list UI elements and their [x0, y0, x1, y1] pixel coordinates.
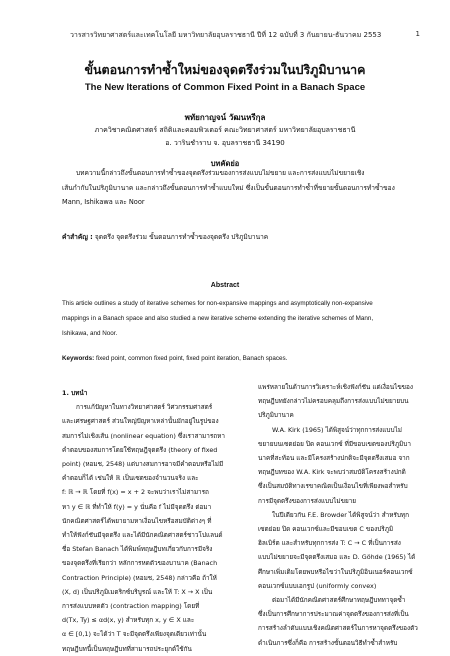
- abstract-thai-line: Mann, Ishikawa และ Noor: [62, 198, 145, 206]
- abstract-english-line: This article outlines a study of iterative schemes for non-expansive mappings and asymptotically non-expansive: [62, 300, 373, 307]
- body-line: การมีจุดตรึงของการส่งแบบไม่ขยาย: [258, 496, 357, 505]
- keywords-english-label: Keywords:: [62, 355, 95, 362]
- body-line: ทฤษฎีบทของ W.A. Kirk จะพบว่าสมบัติโครงสร้างปกติ: [258, 468, 406, 477]
- abstract-english-heading: Abstract: [210, 282, 240, 289]
- body-line: ทฤษฎีบทยังกล่าวไม่ครอบคลุมถึงการส่งแบบไม่ขยายบน: [258, 397, 409, 406]
- body-column-right: [258, 380, 426, 650]
- author-name: พทัยกาญจน์ วัฒนหรีกุล: [184, 113, 266, 122]
- body-line: ในปีเดียวกัน F.E. Browder ได้พิสูจน์ว่า สำหรับทุก: [272, 510, 409, 519]
- body-line: point) (หอมช, 2548) แต่บางสมการอาจมีคำตอบหรือไม่มี: [62, 460, 224, 469]
- body-line: d(Tx, Ty) ≤ αd(x, y) สำหรับทุก x, y ∈ X และ: [62, 616, 195, 625]
- body-line: นักคณิตศาสตร์ได้พยายามหาเงื่อนไขหรือสมบัติต่างๆ ที่: [62, 516, 212, 525]
- body-line: การสร้างลำดับแบบเชิงคณิตศาสตร์ในการหาจุดตรึงของตัว: [258, 624, 418, 633]
- body-line: ดำเนินการซึ่งก็คือ การสร้างขั้นตอนวิธีทำซ้ำสำหรับ: [258, 638, 398, 647]
- body-line: ฮิลเบิร์ต และสำหรับทุกการส่ง T: C → C ที่เป็นการส่ง: [258, 539, 401, 548]
- journal-header: วารสารวิทยาศาสตร์และเทคโนโลยี มหาวิทยาลัยอุบลราชธานี ปีที่ 12 ฉบับที่ 3 กันยายน-ธันวาคม 2553: [70, 31, 382, 39]
- body-line: ปริภูมิบานาค: [258, 411, 294, 420]
- abstract-thai-line: เส้นกำกับในปริภูมิบานาค และกล่าวถึงขั้นตอนการทำซ้ำแบบใหม่ ซึ่งเป็นขั้นตอนการทำซ้ำที่ขยายขั้นตอนการทำซ้ำของ: [62, 183, 395, 192]
- body-line: เซตย่อย ปิด คอนเวกซ์และมีขอบเขต C ของปริภูมิ: [258, 525, 394, 534]
- page-number: 1: [415, 30, 420, 38]
- body-line: คอนเวกซ์แบบเอกรูป (uniformly convex): [258, 581, 377, 590]
- abstract-english-line: mappings in a Banach space and also studied a new iterative scheme extending the iterative schemes of Mann,: [62, 315, 374, 322]
- body-line: แพร่หลายในด้านการวิเคราะห์เชิงฟังก์ชัน แต่เงื่อนไขของ: [258, 383, 414, 391]
- body-line: นาคที่สะท้อน และมีโครงสร้างปกติจะมีจุดตรึงเสมอ จาก: [258, 454, 410, 463]
- abstract-english: [62, 296, 402, 341]
- body-line: คำตอบก็ได้ เช่นให้ ℝ เป็นเซตของจำนวนจริง และ: [62, 474, 199, 483]
- body-line: ทฤษฎีบทนี้เป็นทฤษฎีบทที่สามารถประยุกต์ใช้กัน: [62, 644, 192, 653]
- body-line: ซึ่งเป็นการศึกษาการประมาณค่าจุดตรึงของการส่งที่เป็น: [258, 610, 409, 619]
- author-affiliation-1: ภาควิชาคณิตศาสตร์ สถิติและคอมพิวเตอร์ คณะวิทยาศาสตร์ มหาวิทยาลัยอุบลราชธานี: [94, 126, 356, 134]
- body-line: ซึ่งเป็นสมบัติทางเรขาคณิตเป็นเงื่อนไขที่เพียงพอสำหรับ: [258, 482, 408, 491]
- title-english: The New Iterations of Common Fixed Point in a Banach Space: [84, 82, 366, 93]
- section-heading: 1. บทนำ: [62, 389, 88, 397]
- running-head: [70, 30, 420, 41]
- abstract-thai-heading: บทคัดย่อ: [210, 159, 240, 168]
- body-line: ชื่อ Stefan Banach ได้พิมพ์ทฤษฎีบทเกี่ยวกับการมีจริง: [62, 545, 213, 554]
- title-thai: ขั้นตอนการทำซ้ำใหม่ของจุดตรึงร่วมในปริภูมิบานาค: [84, 62, 366, 77]
- body-line: W.A. Kirk (1965) ได้พิสูจน์ว่าทุกการส่งแบบไม่: [272, 425, 402, 434]
- keywords-english: [62, 352, 402, 367]
- body-line: การส่งแบบหดตัว (contraction mapping) โดยที่: [62, 602, 200, 611]
- body-line: ของจุดตรึงที่เรียกว่า หลักการหดตัวของบานาค (Banach: [62, 559, 218, 568]
- body-line: คำตอบของสมการโดยใช้ทฤษฎีจุดตรึง (theory of fixed: [62, 445, 218, 454]
- body-column-left: [62, 386, 230, 656]
- body-line: Contraction Principle) (หอมช, 2548) กล่าวคือ ถ้าให้: [62, 573, 217, 582]
- body-line: ขยายบนเซตย่อย ปิด คอนเวกซ์ ที่มีขอบเขตของปริภูมิบา: [258, 439, 411, 448]
- body-line: ทำให้ฟังก์ชันมีจุดตรึง และได้มีนักคณิตศาสตร์ชาวโปแลนด์: [62, 531, 223, 540]
- body-line: f: ℝ → ℝ โดยที่ f(x) = x + 2 จะพบว่าเราไม่สามารถ: [62, 488, 209, 497]
- body-line: (X, d) เป็นปริภูมิเมตริกซ์บริบูรณ์ และให้ T: X → X เป็น: [62, 587, 213, 596]
- body-line: และเศรษฐศาสตร์ ส่วนใหญ่ปัญหาเหล่านั้นมักอยู่ในรูปของ: [62, 417, 219, 426]
- body-line: แบบไม่ขยายจะมีจุดตรึงเสมอ และ D. Göhde (1965) ได้: [258, 553, 416, 562]
- body-line: α ∈ [0,1) จะได้ว่า T จะมีจุดตรึงเพียงจุดเดียวเท่านั้น: [62, 630, 207, 639]
- author-affiliation-2: อ. วารินชำราบ จ. อุบลราชธานี 34190: [165, 139, 285, 147]
- abstract-thai: [62, 166, 402, 210]
- body-line: สมการไม่เชิงเส้น (nonlinear equation) ซึ่งเราสามารถหา: [62, 431, 225, 440]
- body-line: การแก้ปัญหาในทางวิทยาศาสตร์ วิศวกรรมศาสตร์: [76, 403, 213, 412]
- body-line: หา y ∈ ℝ ที่ทำให้ f(y) = y นั่นคือ f ไม่มีจุดตรึง ต่อมา: [62, 502, 212, 511]
- keywords-english-text: fixed point, common fixed point, fixed point iteration, Banach spaces.: [95, 355, 288, 362]
- abstract-thai-line: บทความนี้กล่าวถึงขั้นตอนการทำซ้ำของจุดตรึงร่วมของการส่งแบบไม่ขยาย และการส่งแบบไม่ขยายเชิง: [76, 169, 365, 177]
- keywords-thai-text: จุดตรึง จุดตรึงร่วม ขั้นตอนการทำซ้ำของจุดตรึง ปริภูมิบานาค: [94, 233, 269, 241]
- keywords-thai-label: คำสำคัญ :: [62, 233, 93, 241]
- body-line: ศึกษาเพิ่มเติมโดยพบหรือไขว่าในปริภูมิอินเนอร์คอนเวกซ์: [258, 567, 413, 576]
- abstract-english-line: Ishikawa, and Noor.: [62, 330, 118, 337]
- keywords-thai: [62, 230, 402, 245]
- body-line: ต่อมาได้มีนักคณิตศาสตร์ศึกษาทฤษฎีบททาจุดซ้ำ: [272, 596, 406, 605]
